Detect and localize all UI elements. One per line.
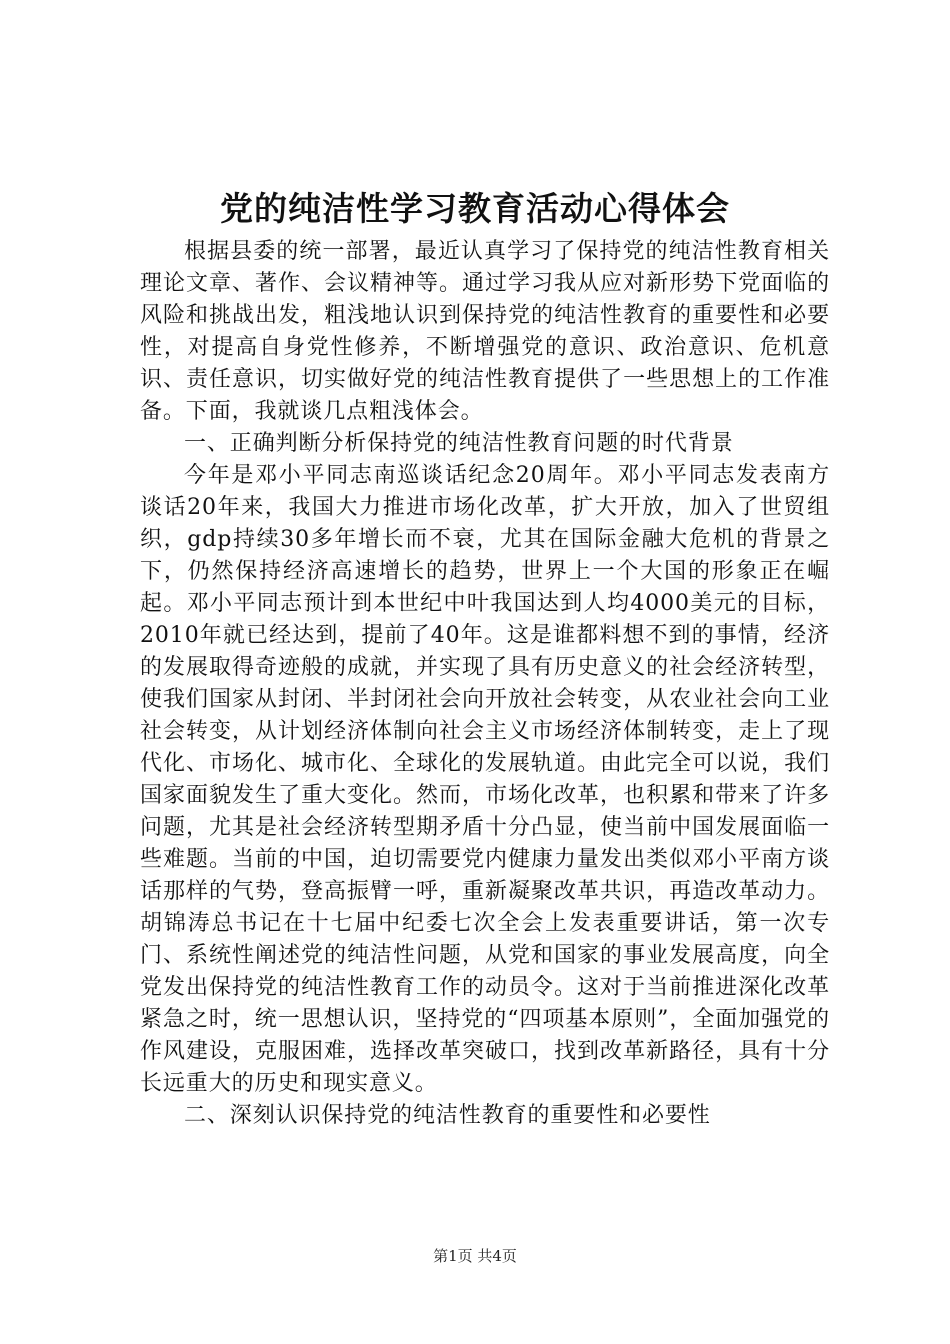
document-title: 党的纯洁性学习教育活动心得体会 — [220, 189, 730, 228]
page-footer: 第1页 共4页 — [433, 1247, 517, 1265]
section-heading-2: 二、深刻认识保持党的纯洁性教育的重要性和必要性 — [184, 1103, 711, 1128]
section-heading-1: 一、正确判断分析保持党的纯洁性教育问题的时代背景 — [184, 431, 734, 456]
document-body — [140, 236, 830, 1132]
paragraph-background: 今年是邓小平同志南巡谈话纪念20周年。邓小平同志发表南方谈话20年来，我国大力推进市场化改革，扩大开放，加入了世贸组织，gdp持续30多年增长而不衰，尤其在国际金融大危机的背景之下，仍然保持经济高速增长的趋势，世界上一个大国的形象正在崛起。邓小平同志预计到本世纪中叶我国达到人均4000美元的目标，2010年就已经达到，提前了40年。这是谁都料想不到的事情，经济的发展取得奇迹般的成就，并实现了具有历史意义的社会经济转型，使我们国家从封闭、半封闭社会向开放社会转变，从农业社会向工业社会转变，从计划经济体制向社会主义市场经济体制转变，走上了现代化、市场化、城市化、全球化的发展轨道。由此完全可以说，我们国家面貌发生了重大变化。然而，市场化改革，也积累和带来了许多问题，尤其是社会经济转型期矛盾十分凸显，使当前中国发展面临一些难题。当前的中国，迫切需要党内健康力量发出类似邓小平南方谈话那样的气势，登高振臂一呼，重新凝聚改革共识，再造改革动力。胡锦涛总书记在十七届中纪委七次全会上发表重要讲话，第一次专门、系统性阐述党的纯洁性问题，从党和国家的事业发展高度，向全党发出保持党的纯洁性教育工作的动员令。这对于当前推进深化改革紧急之时，统一思想认识，坚持党的“四项基本原则”，全面加强党的作风建设，克服困难，选择改革突破口，找到改革新路径，具有十分长远重大的历史和现实意义。 — [140, 463, 830, 1096]
paragraph-intro: 根据县委的统一部署，最近认真学习了保持党的纯洁性教育相关理论文章、著作、会议精神等。通过学习我从应对新形势下党面临的风险和挑战出发，粗浅地认识到保持党的纯洁性教育的重要性和必要性，对提高自身党性修养，不断增强党的意识、政治意识、危机意识、责任意识，切实做好党的纯洁性教育提供了一些思想上的工作准备。下面，我就谈几点粗浅体会。 — [140, 239, 830, 424]
